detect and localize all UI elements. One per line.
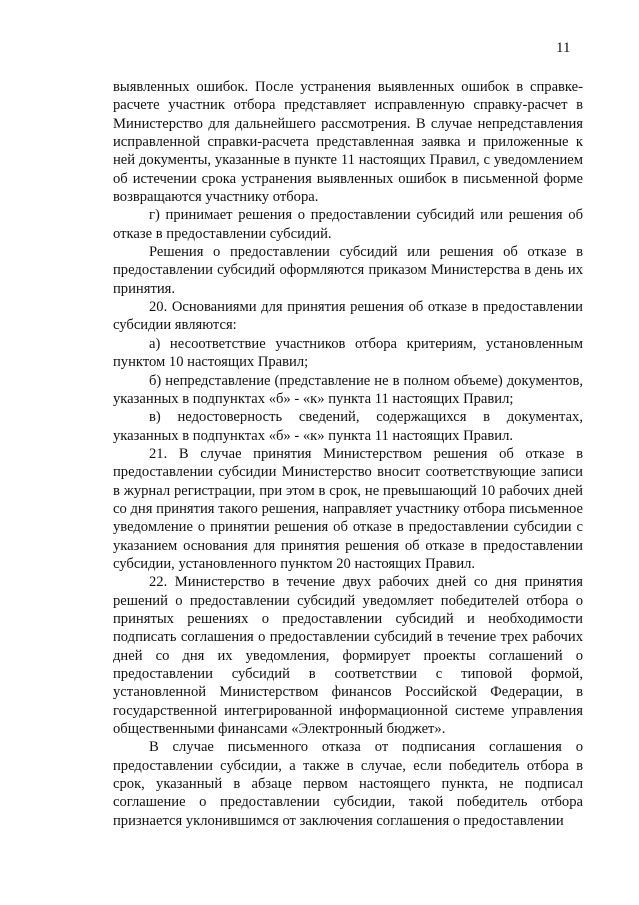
paragraph-continuation: выявленных ошибок. После устранения выявленных ошибок в справке-расчете участник отбора представляет исправленную справку-расчет в Министерство для дальнейшего рассмотрения. В случае непредставления исправленной справки-расчета представленная заявка и приложенные к ней документы, указанные в пункте 11 настоящих Правил, с уведомлением об истечении срока устранения выявленных ошибок в письменной форме возвращаются участнику отбора. [113,79,583,206]
paragraph-clause-22-refusal: В случае письменного отказа от подписания соглашения о предоставлении субсидии, а также в случае, если победитель отбора в срок, указанный в абзаце первом настоящего пункта, не подписал соглашение о предоставлении субсидии, такой победитель отбора признается уклонившимся от заключения соглашения о предоставлении [113,739,583,829]
paragraph-clause-20-v: в) недостоверность сведений, содержащихся в документах, указанных в подпунктах «б» - «к» пункта 11 настоящих Правил. [113,409,583,444]
paragraph-decisions-order: Решения о предоставлении субсидий или решения об отказе в предоставлении субсидий оформляются приказом Министерства в день их принятия. [113,244,583,297]
page-number: 11 [556,40,571,56]
paragraph-clause-21: 21. В случае принятия Министерством решения об отказе в предоставлении субсидии Министерство вносит соответствующие записи в журнал регистрации, при этом в срок, не превышающий 10 рабочих дней со дня принятия такого решения, направляет участнику отбора письменное уведомление о принятии решения об отказе в предоставлении субсидии с указанием основания для принятия решения об отказе в предоставлении субсидии, установленного пунктом 20 настоящих Правил. [113,445,583,572]
document-body [113,78,583,830]
paragraph-clause-20-b: б) непредставление (представление не в полном объеме) документов, указанных в подпунктах «б» - «к» пункта 11 настоящих Правил; [113,372,583,407]
paragraph-clause-20-a: а) несоответствие участников отбора критериям, установленным пунктом 10 настоящих Правил; [113,335,583,371]
paragraph-clause-22: 22. Министерство в течение двух рабочих дней со дня принятия решений о предоставлении субсидий уведомляет победителей отбора о принятых решениях о предоставлении субсидий и необходимости подписать соглашения о предоставлении субсидий в течение трех рабочих дней со дня их уведомления, формирует проекты соглашений о предоставлении субсидий в соответствии с типовой формой, установленной Министерством финансов Российской Федерации, в государственной интегрированной информационной системе управления общественными финансами «Электронный бюджет». [113,574,583,738]
paragraph-clause-20: 20. Основаниями для принятия решения об отказе в предоставлении субсидии являются: [113,299,583,334]
paragraph-item-g: г) принимает решения о предоставлении субсидий или решения об отказе в предоставлении субсидий. [113,207,583,242]
